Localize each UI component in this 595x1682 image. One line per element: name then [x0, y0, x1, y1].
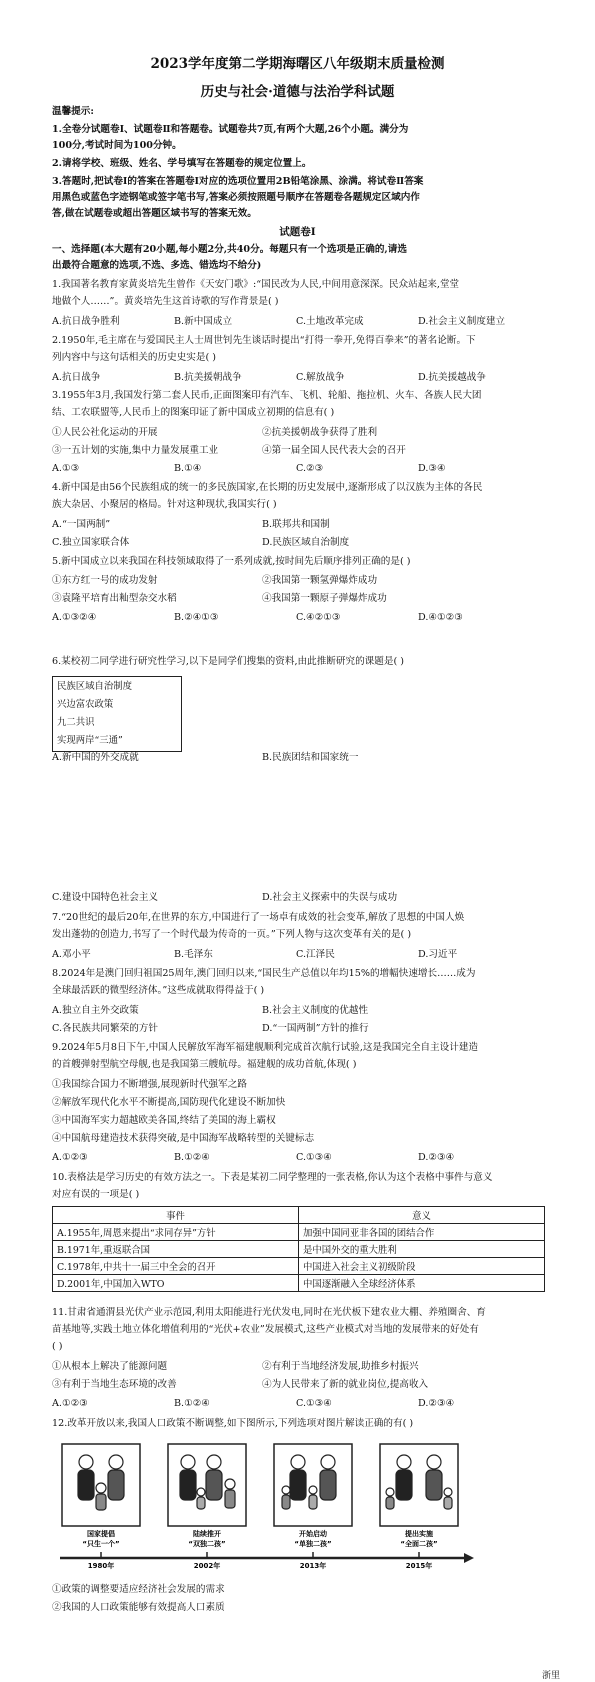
q11-stem: 11.甘肃省通渭县光伏产业示范园,利用太阳能进行光伏发电,同时在光伏板下建农业大棚、养殖圈舍、育 [52, 1307, 486, 1318]
q8-options [52, 1003, 547, 1018]
option[interactable]: D.②③④ [418, 1152, 455, 1163]
q12-statement: ①政策的调整要适应经济社会发展的需求 [52, 1584, 225, 1595]
q10-stem: 对应有误的一项是( ) [52, 1189, 140, 1200]
q10-table [52, 1206, 545, 1292]
q8-stem: 全球最活跃的微型经济体。”这些成就取得得益于( ) [52, 985, 265, 996]
option[interactable]: A.①②③ [52, 1152, 88, 1163]
q11-items [52, 1359, 547, 1374]
table-row [53, 1258, 545, 1275]
panel-label: 国家提倡 [87, 1530, 115, 1538]
q1-options [52, 314, 547, 329]
population-policy-figure [56, 1440, 476, 1570]
panel-label: “单独二孩” [294, 1540, 332, 1548]
option[interactable]: B.抗美援朝战争 [174, 372, 242, 383]
notice-line: 100分,考试时间为100分钟。 [52, 140, 182, 151]
panel-label: “双独二孩” [188, 1540, 226, 1548]
option[interactable]: D.习近平 [418, 949, 458, 960]
q3-options [52, 461, 547, 476]
corner-watermark: 浙里 [541, 1671, 560, 1681]
panel-label: 开始启动 [299, 1530, 327, 1538]
option[interactable]: B.②④①③ [174, 612, 219, 623]
table-cell: D.2001年,中国加入WTO [53, 1275, 299, 1292]
table-header: 事件 [53, 1207, 299, 1224]
panel-frame [380, 1444, 458, 1526]
option[interactable]: A.新中国的外交成就 [52, 752, 139, 763]
section-desc: 出最符合题意的选项,不选、多选、错选均不给分) [52, 260, 262, 271]
family-panel-1980 [62, 1444, 140, 1570]
statement: ①从根本上解决了能源问题 [52, 1361, 168, 1372]
q5-options [52, 610, 547, 625]
q1-stem: 地做个人……”。黄炎培先生这首诗歌的写作背景是( ) [52, 296, 279, 307]
q5-items [52, 591, 547, 606]
table-cell: A.1955年,周恩来提出“求同存异”方针 [53, 1224, 299, 1241]
q5-items [52, 573, 547, 588]
year-label: 1980年 [87, 1562, 115, 1570]
option[interactable]: B.联邦共和国制 [262, 519, 330, 530]
q9-statement: ①我国综合国力不断增强,展现新时代强军之路 [52, 1079, 247, 1090]
option[interactable]: C.①③④ [296, 1152, 332, 1163]
q1-stem: 1.我国著名教育家黄炎培先生曾作《天安门歌》:“国民改为人民,中间用意深深。民众站起来,堂堂 [52, 279, 460, 290]
q5-stem: 5.新中国成立以来我国在科技领域取得了一系列成就,按时间先后顺序排列正确的是( ) [52, 556, 411, 567]
q9-statement: ④中国航母建造技术获得突破,是中国海军战略转型的关键标志 [52, 1133, 315, 1144]
q6-stem: 6.某校初二同学进行研究性学习,以下是同学们搜集的资料,由此推断研究的课题是( ) [52, 656, 404, 667]
notice-heading: 温馨提示: [52, 106, 94, 117]
material-item: 九二共识 [57, 717, 95, 728]
statement: ③袁隆平培育出籼型杂交水稻 [52, 593, 177, 604]
table-cell: B.1971年,重返联合国 [53, 1241, 299, 1258]
option[interactable]: D.社会主义制度建立 [418, 316, 506, 327]
q11-items [52, 1377, 547, 1392]
panel-label: 提出实施 [405, 1530, 433, 1538]
table-header: 意义 [299, 1207, 545, 1224]
statement: ④第一届全国人民代表大会的召开 [262, 445, 406, 456]
option[interactable]: A.①③②④ [52, 612, 97, 623]
material-item: 民族区域自治制度 [57, 681, 133, 692]
exam-title: 2023学年度第二学期海曙区八年级期末质量检测 [150, 56, 445, 72]
q2-options [52, 370, 547, 385]
q9-statement: ③中国海军实力超越欧美各国,终结了美国的海上霸权 [52, 1115, 276, 1126]
option[interactable]: D.抗美援越战争 [418, 372, 486, 383]
panel-label: 陆续推开 [193, 1530, 221, 1538]
option[interactable]: B.民族团结和国家统一 [262, 752, 359, 763]
material-item: 兴边富农政策 [57, 699, 114, 710]
q2-stem: 列内容中与这句话相关的历史史实是( ) [52, 352, 217, 363]
q11-stem: 苗基地等,实践土地立体化增值利用的“光伏+农业”发展模式,这些产业模式对当地的发展带来的好处有 [52, 1324, 479, 1335]
q3-items [52, 425, 547, 440]
notice-line: 答,做在试题卷或超出答题区域书写的答案无效。 [52, 208, 257, 219]
year-label: 2015年 [405, 1562, 433, 1570]
q8-options [52, 1021, 547, 1036]
statement: ②抗美援朝战争获得了胜利 [262, 427, 378, 438]
option[interactable]: D.③④ [418, 463, 446, 474]
option[interactable]: A.①②③ [52, 1398, 88, 1409]
table-cell: 是中国外交的重大胜利 [299, 1241, 545, 1258]
option[interactable]: C.④②①③ [296, 612, 341, 623]
option[interactable]: C.②③ [296, 463, 324, 474]
option[interactable]: C.解放战争 [296, 372, 345, 383]
table-cell: 加强中国同亚非各国的团结合作 [299, 1224, 545, 1241]
q3-stem: 3.1955年3月,我国发行第二套人民币,正面图案印有汽车、飞机、轮船、拖拉机、火车、各族人民大团 [52, 390, 482, 401]
option[interactable]: D.“一国两制”方针的推行 [262, 1023, 369, 1034]
option[interactable]: C.江泽民 [296, 949, 335, 960]
notice-line: 1.全卷分试题卷Ⅰ、试题卷Ⅱ和答题卷。试题卷共7页,有两个大题,26个小题。满分为 [52, 124, 409, 135]
statement: ②我国第一颗氢弹爆炸成功 [262, 575, 378, 586]
panel-frame [274, 1444, 352, 1526]
option[interactable]: B.①②④ [174, 1398, 210, 1409]
table-row [53, 1241, 545, 1258]
q2-stem: 2.1950年,毛主席在与爱国民主人士周世钊先生谈话时提出“打得一拳开,免得百拳来”的著名论断。下 [52, 335, 476, 346]
statement: ③一五计划的实施,集中力量发展重工业 [52, 445, 219, 456]
q4-stem: 4.新中国是由56个民族组成的统一的多民族国家,在长期的历史发展中,逐渐形成了以汉族为主体的各民 [52, 482, 483, 493]
q3-items [52, 443, 547, 458]
q4-options [52, 517, 547, 532]
section-desc: 一、选择题(本大题有20小题,每小题2分,共40分。每题只有一个选项是正确的,请选 [52, 244, 407, 255]
exam-subtitle: 历史与社会·道德与法治学科试题 [200, 84, 395, 100]
statement: ④为人民带来了新的就业岗位,提高收入 [262, 1379, 429, 1390]
option[interactable]: A.抗日战争胜利 [52, 316, 120, 327]
material-item: 实现两岸“三通” [57, 735, 123, 746]
q4-stem: 族大杂居、小聚居的格局。针对这种现状,我国实行( ) [52, 499, 277, 510]
family-panel-2015 [380, 1444, 458, 1570]
q9-stem: 9.2024年5月8日下午,中国人民解放军海军福建舰顺利完成首次航行试验,这是我国完全自主设计建造 [52, 1042, 479, 1053]
section-title: 试题卷Ⅰ [279, 226, 316, 238]
notice-line: 3.答题时,把试卷Ⅰ的答案在答题卷Ⅰ对应的选项位置用2B铅笔涂黑、涂满。将试卷Ⅱ答案 [52, 176, 424, 187]
option[interactable]: A.邓小平 [52, 949, 91, 960]
option[interactable]: A.独立自主外交政策 [52, 1005, 139, 1016]
statement: ①人民公社化运动的开展 [52, 427, 158, 438]
statement: ④我国第一颗原子弹爆炸成功 [262, 593, 387, 604]
q9-stem: 的首艘弹射型航空母舰,也是我国第三艘航母。福建舰的成功首航,体现( ) [52, 1059, 357, 1070]
q10-stem: 10.表格法是学习历史的有效方法之一。下表是某初二同学整理的一张表格,你认为这个表格中事件与意义 [52, 1172, 493, 1183]
option[interactable]: A.抗日战争 [52, 372, 101, 383]
option[interactable]: D.④①②③ [418, 612, 463, 623]
notice-line: 2.请将学校、班级、姓名、学号填写在答题卷的规定位置上。 [52, 158, 312, 169]
q7-stem: 7.“20世纪的最后20年,在世界的东方,中国进行了一场卓有成效的社会变革,解放了思想的中国人焕 [52, 912, 465, 923]
q3-stem: 结、工农联盟等,人民币上的图案印证了新中国成立初期的信息有( ) [52, 407, 335, 418]
year-label: 2013年 [299, 1562, 327, 1570]
notice-line: 用黑色或蓝色字迹钢笔或签字笔书写,答案必须按照题号顺序在答题卷各题规定区域内作 [52, 192, 420, 203]
option[interactable]: D.社会主义探索中的失误与成功 [262, 892, 398, 903]
statement: ③有利于当地生态环境的改善 [52, 1379, 177, 1390]
panel-label: “只生一个” [82, 1540, 120, 1548]
q7-stem: 发出蓬勃的创造力,书写了一个时代最为传奇的一页。”下列人物与这次变革有关的是( ) [52, 929, 412, 940]
option[interactable]: A.①③ [52, 463, 80, 474]
option[interactable]: D.民族区域自治制度 [262, 537, 350, 548]
q8-stem: 8.2024年是澳门回归祖国25周年,澳门回归以来,“国民生产总值以年均15%的增幅快速增长……成为 [52, 968, 476, 979]
q6-material-box [52, 676, 182, 752]
table-header-row [53, 1207, 545, 1224]
option[interactable]: C.各民族共同繁荣的方针 [52, 1023, 158, 1034]
option[interactable]: D.②③④ [418, 1398, 455, 1409]
family-panel-2002 [168, 1444, 246, 1570]
option[interactable]: C.独立国家联合体 [52, 537, 130, 548]
q9-options [52, 1150, 547, 1165]
q6-options [52, 890, 547, 905]
option[interactable]: B.社会主义制度的优越性 [262, 1005, 369, 1016]
panel-label: “全面二孩” [400, 1540, 438, 1548]
option[interactable]: B.毛泽东 [174, 949, 213, 960]
option[interactable]: B.①②④ [174, 1152, 210, 1163]
table-row [53, 1224, 545, 1241]
table-cell: 中国逐渐融入全球经济体系 [299, 1275, 545, 1292]
q11-stem: ( ) [52, 1341, 63, 1352]
q11-options [52, 1396, 547, 1411]
q4-options [52, 535, 547, 550]
statement: ①东方红一号的成功发射 [52, 575, 158, 586]
table-cell: C.1978年,中共十一届三中全会的召开 [53, 1258, 299, 1275]
option[interactable]: C.土地改革完成 [296, 316, 364, 327]
option[interactable]: C.建设中国特色社会主义 [52, 892, 158, 903]
statement: ②有利于当地经济发展,助推乡村振兴 [262, 1361, 419, 1372]
option[interactable]: A.“一国两制” [52, 519, 111, 530]
year-label: 2002年 [193, 1562, 221, 1570]
family-panel-2013 [274, 1444, 352, 1570]
table-cell: 中国进入社会主义初级阶段 [299, 1258, 545, 1275]
q7-options [52, 947, 547, 962]
q12-stem: 12.改革开放以来,我国人口政策不断调整,如下图所示,下列选项对图片解读正确的有( ) [52, 1418, 414, 1429]
q6-options [52, 750, 547, 765]
option[interactable]: B.①④ [174, 463, 202, 474]
q12-statement: ②我国的人口政策能够有效提高人口素质 [52, 1602, 225, 1613]
option[interactable]: C.①③④ [296, 1398, 332, 1409]
table-row [53, 1275, 545, 1292]
option[interactable]: B.新中国成立 [174, 316, 233, 327]
q9-statement: ②解放军现代化水平不断提高,国防现代化建设不断加快 [52, 1097, 286, 1108]
